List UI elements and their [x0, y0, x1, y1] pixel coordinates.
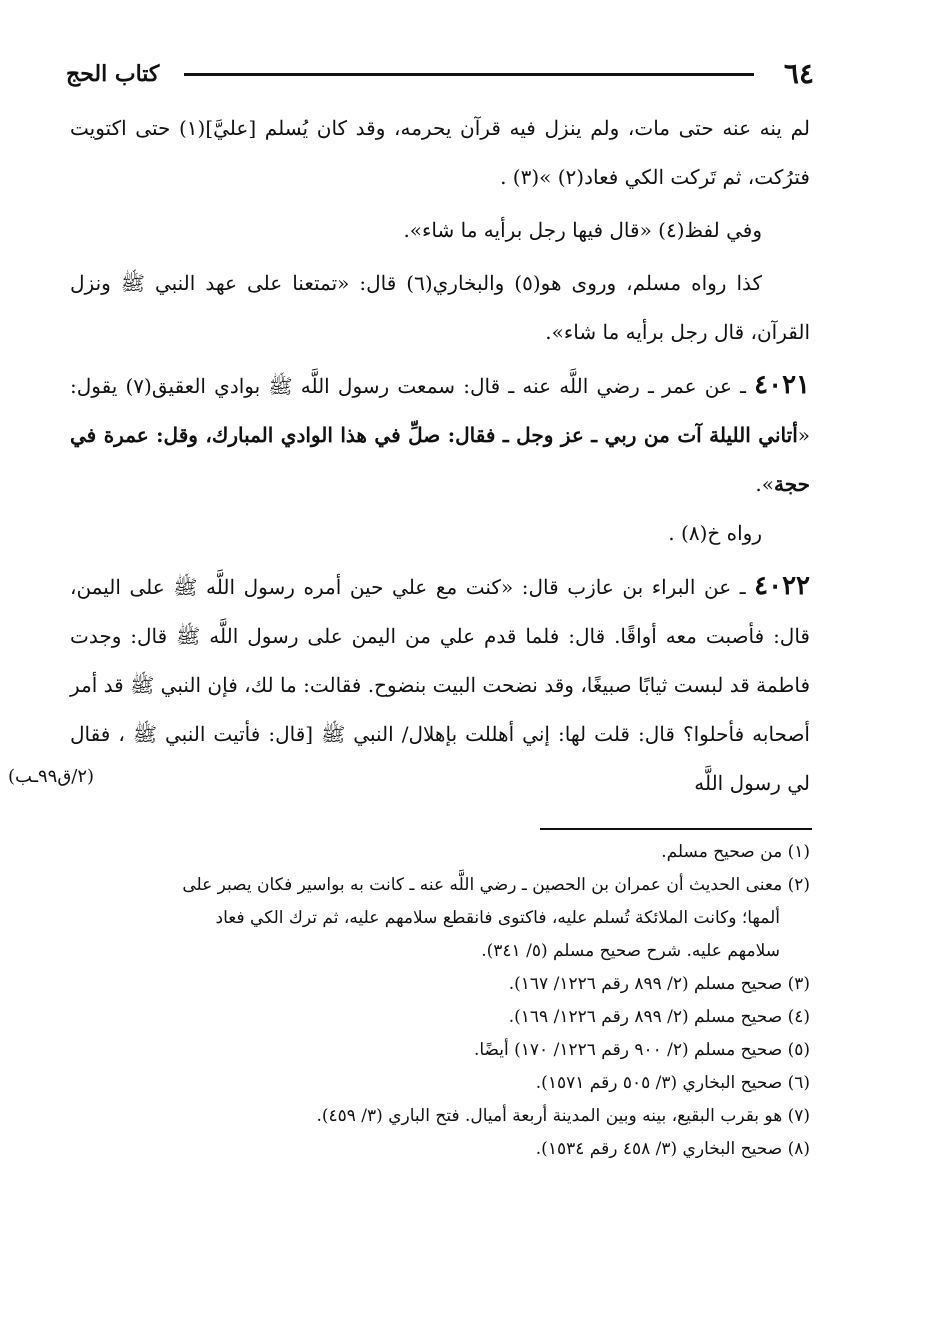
footnotes: [70, 836, 810, 1166]
footnote-3: (٣) صحيح مسلم (٢/ ٨٩٩ رقم ١٢٢٦/ ١٦٧).: [508, 974, 810, 994]
footnote-1: (١) من صحيح مسلم.: [661, 842, 810, 862]
footnote-2: (٢) معنى الحديث أن عمران بن الحصين ـ رضي اللَّه عنه ـ كانت به بواسير فكان يصبر على: [182, 875, 810, 895]
hadith-text: ـ عن عمر ـ رضي اللَّه عنه ـ قال: سمعت رسول اللَّه ﷺ بوادي العقيق(٧) يقول: «: [70, 374, 810, 447]
hadith-text: ـ عن البراء بن عازب قال: «كنت مع علي حين أمره رسول اللَّه ﷺ على اليمن، قال: فأصبت معه أواقًا. قال: فلما قدم علي من اليمن على رسول اللَّه ﷺ قال: وجدت فاطمة قد لبست ثيابًا صبيغًا، وقد نضحت البيت بنضوح. فقالت: ما لك، فإن النبي ﷺ قد أمر أصحابه فأحلوا؟ قال: قلت لها: إني أهللت بإهلال/ النبي ﷺ [قال: فأتيت النبي ﷺ ، فقال لي رسول اللَّه: [70, 575, 810, 795]
manuscript-margin-note: (٢/ق٩٩ـب): [8, 766, 95, 787]
footnote-8: (٨) صحيح البخاري (٣/ ٤٥٨ رقم ١٥٣٤).: [535, 1139, 810, 1159]
page-number: ٦٤: [783, 57, 814, 90]
hadith-quote: أتاني الليلة آت من ربي ـ عز وجل ـ فقال: صلِّ في هذا الوادي المبارك، وقل: عمرة في حجة: [70, 423, 810, 496]
main-text: [70, 104, 810, 808]
page-header: [66, 54, 814, 94]
paragraph-variant-wording: وفي لفظ(٤) «قال فيها رجل برأيه ما شاء».: [403, 218, 762, 242]
footnote-separator: [540, 828, 812, 830]
hadith-4021: [70, 361, 810, 509]
footnote-6: (٦) صحيح البخاري (٣/ ٥٠٥ رقم ١٥٧١).: [535, 1073, 810, 1093]
footnote-4: (٤) صحيح مسلم (٢/ ٨٩٩ رقم ١٢٢٦/ ١٦٩).: [508, 1007, 810, 1027]
hadith-4022: [70, 562, 810, 808]
footnote-2-cont: سلامهم عليه. شرح صحيح مسلم (٥/ ٣٤١).: [481, 941, 780, 961]
hadith-source: رواه خ(٨) .: [668, 521, 762, 545]
paragraph-narration-note: كذا رواه مسلم، وروى هو(٥) والبخاري(٦) قال: «تمتعنا على عهد النبي ﷺ ونزل القرآن، قال رجل برأيه ما شاء».: [70, 271, 810, 344]
hadith-number: ٤٠٢١: [754, 370, 810, 400]
footnote-5: (٥) صحيح مسلم (٢/ ٩٠٠ رقم ١٢٢٦/ ١٧٠) أيضًا.: [473, 1040, 810, 1060]
footnote-7: (٧) هو بقرب البقيع، بينه وبين المدينة أربعة أميال. فتح الباري (٣/ ٤٥٩).: [316, 1106, 810, 1126]
header-rule: [184, 73, 754, 76]
book-title: كتاب الحج: [66, 61, 160, 87]
footnote-2-cont: ألمها؛ وكانت الملائكة تُسلم عليه، فاكتوى فانقطع سلامهم عليه، ثم ترك الكي فعاد: [215, 908, 780, 928]
hadith-quote-end: ».: [755, 472, 774, 496]
paragraph-continued: لم ينه عنه حتى مات، ولم ينزل فيه قرآن يحرمه، وقد كان يُسلم [عليَّ](١) حتى اكتويت فترُكت، ثم تَركت الكي فعاد(٢) »(٣) .: [70, 116, 810, 189]
hadith-number: ٤٠٢٢: [754, 571, 810, 601]
